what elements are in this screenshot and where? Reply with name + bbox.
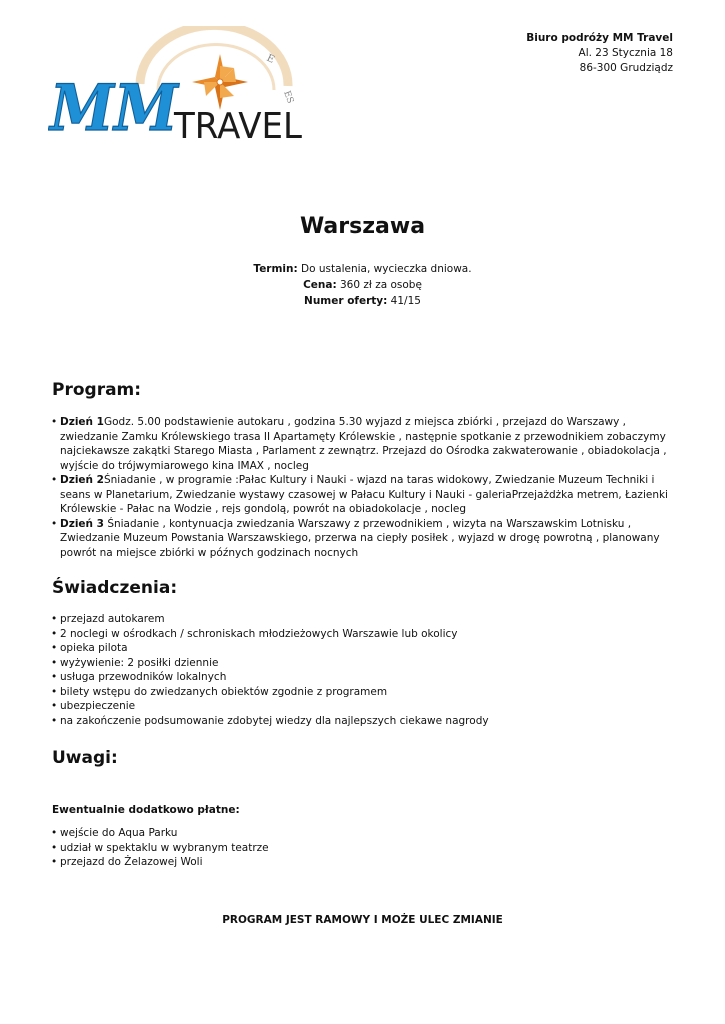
- term-label: Termin:: [253, 263, 298, 275]
- term-value: Do ustalenia, wycieczka dniowa.: [297, 263, 472, 275]
- price-label: Cena:: [303, 279, 337, 291]
- list-item: • udział w spektaklu w wybranym teatrze: [52, 841, 677, 856]
- page-title: Warszawa: [299, 214, 426, 239]
- compass-letter-e: E: [264, 52, 277, 66]
- price-row: [0, 277, 725, 293]
- list-item: • usługa przewodników lokalnych: [52, 670, 677, 685]
- list-item: • przejazd do Żelazowej Woli: [52, 855, 677, 870]
- term-row: [0, 261, 725, 277]
- benefits-heading: Świadczenia:: [52, 578, 178, 598]
- compass-letter-es: ES: [281, 89, 295, 106]
- day-text: Śniadanie , w programie :Pałac Kultury i Nauki - wjazd na taras widokowy, Zwiedzanie Muzeum Techniki i seans w Planetarium, Zwiedzanie wystawy czasowej w Pałacu Kultury i Nauki - galeriaPrzejażdżka metrem, Łazienki Królewskie - Pałac na Wodzie , rejs gondolą, powrót na obiadokolacje , nocleg: [60, 474, 668, 515]
- agency-address: [526, 31, 673, 76]
- mm-travel-logo: [48, 26, 306, 144]
- notes-list: [52, 826, 677, 870]
- list-item: • na zakończenie podsumowanie zdobytej wiedzy dla najlepszych ciekawe nagrody: [52, 714, 677, 729]
- notes-subheading: Ewentualnie dodatkowo płatne:: [52, 804, 240, 816]
- list-item: • opieka pilota: [52, 641, 677, 656]
- offer-number-value: 41/15: [387, 295, 421, 307]
- offer-number-row: [0, 293, 725, 309]
- program-section: [52, 380, 677, 560]
- program-day-1: [52, 415, 677, 473]
- footer-disclaimer: PROGRAM JEST RAMOWY I MOŻE ULEC ZMIANIE: [222, 914, 503, 926]
- list-item: • wejście do Aqua Parku: [52, 826, 677, 841]
- list-item: • ubezpieczenie: [52, 699, 677, 714]
- list-item: • wyżywienie: 2 posiłki dziennie: [52, 656, 677, 671]
- price-value: 360 zł za osobę: [336, 279, 422, 291]
- program-day-3: [52, 517, 677, 561]
- agency-address-line1: Al. 23 Stycznia 18: [578, 47, 673, 59]
- day-text: Godz. 5.00 podstawienie autokaru , godzina 5.30 wyjazd z miejsca zbiórki , przejazd do Warszawy , zwiedzanie Zamku Królewskiego trasa II Apartamęty Królewskie , następnie spotkanie z przewodnikiem zobaczymy najciekawsze zakątki Starego Miasta , Parlament z zewnątrz. Przejazd do Ośrodka zakwaterowanie , obiadokolacja , wyjście do trójwymiarowego kina IMAX , nocleg: [60, 416, 667, 472]
- agency-address-line2: 86-300 Grudziądz: [579, 62, 673, 74]
- offer-meta: [0, 261, 725, 309]
- benefits-list: [52, 612, 677, 728]
- day-label: Dzień 3: [60, 517, 104, 530]
- compass-star-icon: [192, 54, 248, 110]
- list-item: • przejazd autokarem: [52, 612, 677, 627]
- agency-name: Biuro podróży MM Travel: [526, 32, 673, 44]
- notes-heading: Uwagi:: [52, 748, 118, 768]
- benefits-section: [52, 578, 677, 728]
- notes-section: [52, 748, 677, 870]
- day-text: Śniadanie , kontynuacja zwiedzania Warszawy z przewodnikiem , wizyta na Warszawskim Lotnisku , Zwiedzanie Muzeum Powstania Warszawskiego, przerwa na ciepły posiłek , wyjazd w drogę powrotną , planowany powrót na miejsce zbiórki w późnych godzinach nocnych: [60, 517, 660, 559]
- program-day-2: [52, 473, 677, 517]
- day-label: Dzień 1: [60, 416, 104, 428]
- logo-travel: TRAVEL: [173, 106, 302, 144]
- logo-mm: MM: [48, 71, 180, 144]
- offer-number-label: Numer oferty:: [304, 295, 388, 307]
- list-item: • 2 noclegi w ośrodkach / schroniskach młodzieżowych Warszawie lub okolicy: [52, 627, 677, 642]
- day-label: Dzień 2: [60, 474, 104, 486]
- list-item: • bilety wstępu do zwiedzanych obiektów zgodnie z programem: [52, 685, 677, 700]
- program-list: [52, 415, 677, 560]
- program-heading: Program:: [52, 380, 142, 400]
